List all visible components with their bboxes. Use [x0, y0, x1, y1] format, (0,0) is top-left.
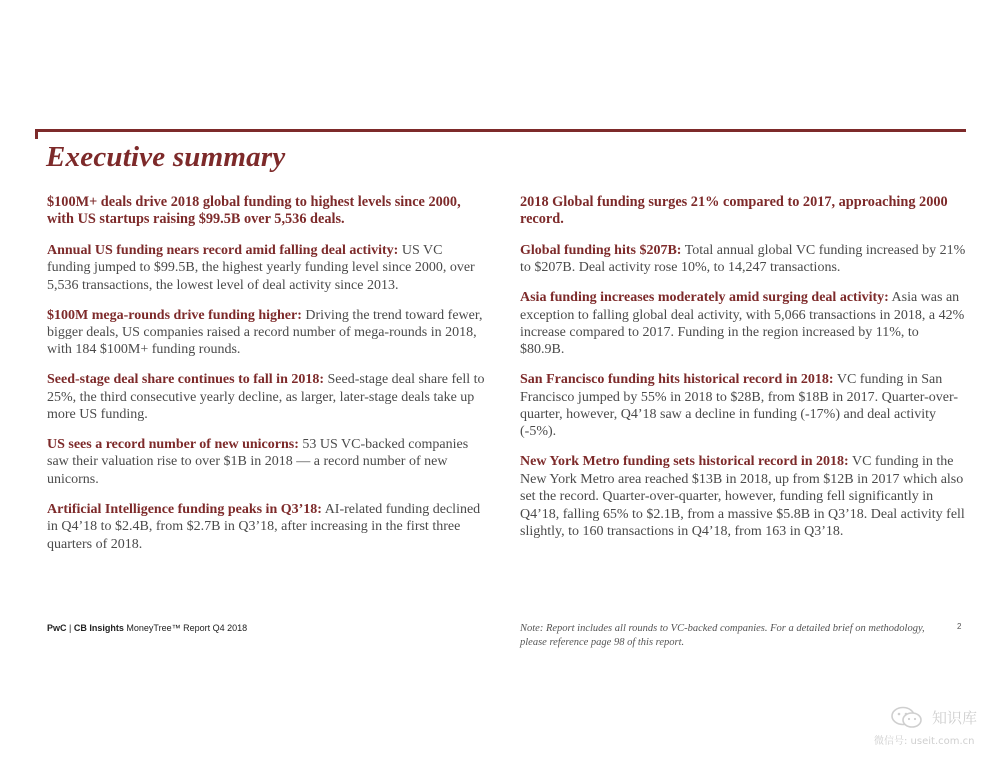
watermark-account: 微信号: useit.com.cn — [874, 736, 975, 747]
summary-item — [47, 307, 485, 359]
item-heading: Annual US funding nears record amid falling deal activity: — [47, 242, 399, 258]
item-heading: San Francisco funding hits historical record in 2018: — [520, 372, 834, 388]
right-lead-text: 2018 Global funding surges 21% compared to 2017, approaching 2000 record. — [520, 194, 948, 228]
report-name: MoneyTree™ Report Q4 2018 — [126, 623, 248, 633]
page-number: 2 — [957, 622, 962, 631]
watermark-name: 知识库 — [932, 709, 978, 727]
page-title: Executive summary — [46, 141, 286, 173]
header-rule-tick — [35, 129, 38, 139]
left-column — [47, 194, 485, 565]
brand-cb-insights: CB Insights — [73, 623, 124, 633]
item-body: Seed-stage deal share fell to 25%, the third consecutive yearly decline, as larger, later-stage deals take up more US funding. — [47, 372, 485, 423]
item-body: VC funding in San Francisco jumped by 55% in 2018 to $28B, from $18B in 2017. Quarter-over-quarter, however, Q4’18 saw a decline in funding (-17%) and deal activity (-5%). — [520, 372, 959, 440]
left-lead-text: $100M+ deals drive 2018 global funding to highest levels since 2000, with US startups raising $99.5B over 5,536 deals. — [47, 194, 461, 228]
watermark — [866, 704, 986, 750]
header-rule — [35, 129, 966, 132]
methodology-note: Note: Report includes all rounds to VC-backed companies. For a detailed brief on methodology, please reference page 98 of this report. — [520, 623, 925, 648]
item-heading: Seed-stage deal share continues to fall in 2018: — [47, 372, 325, 388]
item-body: 53 US VC-backed companies saw their valuation rise to over $1B in 2018 — a record number of new unicorns. — [47, 436, 469, 487]
item-body: VC funding in the New York Metro area reached $13B in 2018, up from $12B in 2017 which also set the record. Quarter-over-quarter, however, funding fell significantly in Q4’18, falling 65% to $2.1B, from a massive $5.8B in Q3’18. Deal activity fell slightly, to 160 transactions in Q4’18, from 163 in Q3’18. — [520, 454, 965, 539]
left-lead — [47, 194, 485, 229]
item-heading: Asia funding increases moderately amid surging deal activity: — [520, 290, 889, 306]
item-heading: Global funding hits $207B: — [520, 242, 682, 258]
summary-item — [47, 501, 485, 553]
item-heading: Artificial Intelligence funding peaks in Q3’18: — [47, 501, 322, 517]
item-body: US VC funding jumped to $99.5B, the highest yearly funding level since 2000, over 5,536 transactions, the lowest level of deal activity since 2013. — [47, 242, 475, 293]
summary-item — [520, 371, 966, 441]
summary-item — [47, 242, 485, 294]
brand-pwc: PwC — [47, 623, 67, 633]
summary-item — [520, 289, 966, 359]
summary-item — [47, 436, 485, 488]
item-heading: New York Metro funding sets historical record in 2018: — [520, 454, 849, 470]
item-body: Driving the trend toward fewer, bigger deals, US companies raised a record number of mega-rounds in 2018, with 184 $100M+ funding rounds. — [47, 307, 483, 358]
item-heading: $100M mega-rounds drive funding higher: — [47, 307, 302, 323]
item-body: Total annual global VC funding increased by 21% to $207B. Deal activity rose 10%, to 14,247 transactions. — [520, 242, 966, 276]
item-heading: US sees a record number of new unicorns: — [47, 436, 299, 452]
summary-item — [520, 453, 966, 540]
summary-item — [520, 242, 966, 277]
item-body: Asia was an exception to falling global deal activity, with 5,066 transactions in 2018, a 42% increase compared to 2017. Funding in the region increased by 11%, to $80.9B. — [520, 290, 965, 358]
brand-separator: | — [69, 623, 72, 633]
item-body: AI-related funding declined in Q4’18 to $2.4B, from $2.7B in Q3’18, after increasing in the first three quarters of 2018. — [47, 501, 481, 552]
right-column — [520, 194, 966, 553]
summary-item — [47, 371, 485, 423]
right-lead — [520, 194, 966, 229]
footer-brand — [47, 623, 247, 633]
wechat-icon — [890, 706, 924, 730]
